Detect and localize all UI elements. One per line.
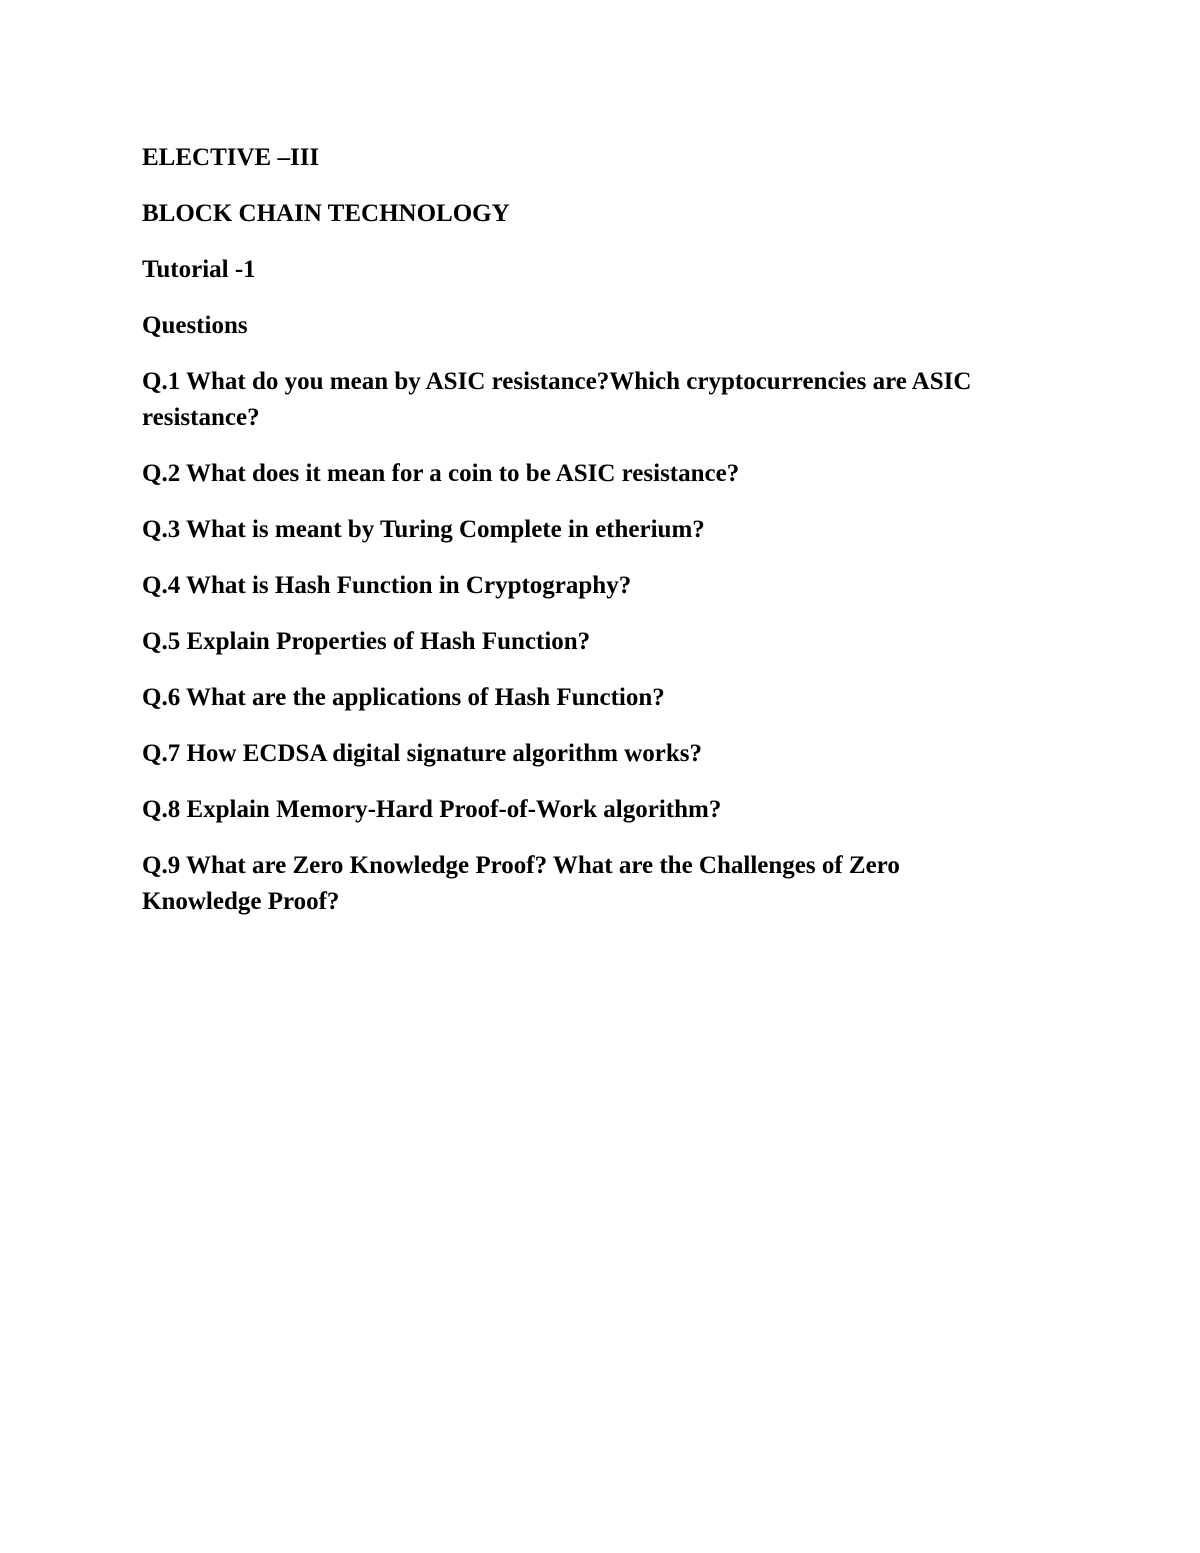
document-content bbox=[142, 140, 1022, 940]
questions-heading: Questions bbox=[142, 312, 248, 339]
subject-heading: BLOCK CHAIN TECHNOLOGY bbox=[142, 200, 510, 227]
question-item: Q.6 What are the applications of Hash Function? bbox=[142, 684, 665, 711]
question-item: Q.7 How ECDSA digital signature algorithm works? bbox=[142, 740, 702, 767]
question-item: Q.5 Explain Properties of Hash Function? bbox=[142, 628, 591, 655]
question-item: Q.9 What are Zero Knowledge Proof? What are the Challenges of Zero Knowledge Proof? bbox=[142, 852, 900, 915]
elective-heading: ELECTIVE –III bbox=[142, 144, 320, 171]
tutorial-heading: Tutorial -1 bbox=[142, 256, 256, 283]
question-item: Q.3 What is meant by Turing Complete in etherium? bbox=[142, 516, 705, 543]
question-item: Q.4 What is Hash Function in Cryptography? bbox=[142, 572, 632, 599]
question-item: Q.2 What does it mean for a coin to be ASIC resistance? bbox=[142, 460, 740, 487]
question-item: Q.8 Explain Memory-Hard Proof-of-Work algorithm? bbox=[142, 796, 722, 823]
question-item: Q.1 What do you mean by ASIC resistance?Which cryptocurrencies are ASIC resistance? bbox=[142, 368, 972, 431]
question-list bbox=[142, 364, 1022, 920]
